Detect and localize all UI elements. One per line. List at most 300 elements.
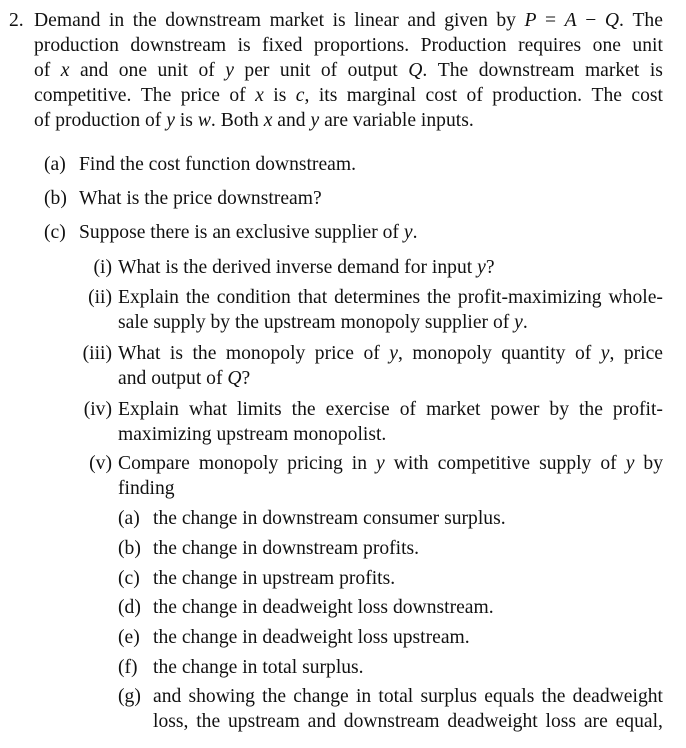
text-run: the: [262, 686, 287, 707]
text-run: condition: [216, 287, 291, 308]
subpart-text: [118, 451, 663, 476]
problem-line: [34, 8, 663, 33]
text-run: marginal: [346, 85, 417, 106]
text-run: ?: [241, 368, 251, 389]
word: [613, 397, 663, 422]
text-run: in: [355, 686, 372, 707]
word: [518, 33, 581, 58]
text-run: proportions.: [313, 35, 410, 56]
text-run: unit: [632, 35, 663, 56]
word: [333, 8, 346, 33]
word: [438, 451, 531, 476]
subpart-text: [118, 255, 495, 280]
text-run: limits: [237, 399, 282, 420]
subsubpart-label: (f): [118, 657, 138, 678]
text-run: The: [437, 60, 469, 81]
word: [643, 451, 663, 476]
text-run: market: [426, 399, 481, 420]
text-run: equal,: [615, 711, 663, 732]
text-run: the change in deadweight loss upstream.: [153, 627, 470, 648]
math-symbol: Q: [408, 60, 423, 81]
word: [407, 8, 435, 33]
word: [356, 684, 371, 709]
subpart-label: (iii): [82, 343, 112, 364]
text-run: deadweight: [447, 711, 538, 732]
word: [141, 83, 171, 108]
text-run: −: [585, 10, 597, 31]
word: [447, 709, 537, 734]
word: [186, 285, 210, 310]
text-run: =: [545, 10, 557, 31]
text-run: and: [272, 110, 311, 131]
problem-number: 2.: [9, 10, 24, 31]
word: [192, 341, 216, 366]
part-label: (b): [44, 188, 67, 209]
word: [626, 451, 635, 476]
subpart-text: [118, 366, 250, 391]
word: [394, 451, 429, 476]
text-run: the: [185, 287, 210, 308]
text-run: .: [522, 312, 528, 333]
word: [545, 8, 556, 33]
text-run: showing: [188, 686, 255, 707]
word: [389, 341, 403, 366]
word: [344, 709, 440, 734]
word: [319, 83, 338, 108]
text-run: of: [466, 85, 483, 106]
word: [262, 33, 302, 58]
word: [539, 451, 591, 476]
problem-line: [34, 58, 663, 83]
text-run: the: [132, 10, 157, 31]
text-run: . Both: [210, 110, 264, 131]
text-run: deadweight: [572, 686, 663, 707]
text-run: and: [307, 711, 336, 732]
word: [412, 341, 491, 366]
text-run: power: [490, 399, 540, 420]
text-run: the: [291, 399, 316, 420]
word: [631, 83, 663, 108]
word: [592, 83, 622, 108]
subpart-text: [118, 422, 386, 447]
word: [308, 709, 336, 734]
subsubpart-text: [153, 709, 663, 734]
text-run: production.: [492, 85, 583, 106]
word: [244, 58, 269, 83]
text-run: fixed: [262, 35, 303, 56]
word: [585, 8, 596, 33]
subsubpart-text: [153, 655, 364, 680]
text-run: competitive.: [34, 85, 132, 106]
text-run: unit: [279, 60, 311, 81]
text-run: finding: [118, 478, 175, 499]
text-run: the change in deadweight loss downstream.: [153, 597, 494, 618]
text-run: the change in total surplus.: [153, 657, 364, 678]
word: [363, 341, 379, 366]
word: [546, 709, 577, 734]
word: [565, 8, 577, 33]
text-run: price: [180, 85, 220, 106]
text-run: are variable inputs.: [319, 110, 474, 131]
subpart-label: (v): [89, 453, 112, 474]
math-symbol: y: [477, 257, 486, 278]
word: [34, 58, 50, 83]
subsubpart-label: (a): [118, 508, 140, 529]
subpart-text: [118, 341, 663, 366]
text-run: and output of: [118, 368, 228, 389]
word: [130, 33, 226, 58]
word: [326, 397, 390, 422]
text-run: its: [318, 85, 338, 106]
text-run: with: [393, 453, 429, 474]
text-run: in: [351, 453, 368, 474]
problem-line: [34, 108, 474, 133]
math-symbol: x: [255, 85, 264, 106]
word: [352, 451, 367, 476]
text-run: exercise: [325, 399, 390, 420]
text-run: is: [169, 343, 183, 364]
word: [334, 285, 420, 310]
word: [118, 451, 190, 476]
word: [170, 341, 183, 366]
subsubpart-text: [153, 506, 506, 531]
word: [400, 397, 416, 422]
text-run: whole-: [608, 287, 663, 308]
text-run: the: [192, 343, 217, 364]
problem-line: [34, 33, 663, 58]
word: [496, 8, 516, 33]
text-run: Find the cost function downstream.: [79, 154, 356, 175]
text-run: downstream: [165, 10, 262, 31]
text-run: The: [140, 85, 172, 106]
text-run: ,: [609, 343, 615, 364]
math-symbol: y: [376, 453, 385, 474]
word: [467, 83, 483, 108]
word: [584, 709, 608, 734]
text-run: is: [332, 10, 346, 31]
text-run: The: [591, 85, 622, 106]
word: [444, 8, 488, 33]
text-run: that: [297, 287, 328, 308]
part-text: [79, 186, 322, 211]
word: [109, 8, 124, 33]
subpart-text: [118, 397, 663, 422]
text-run: profit-maximizing: [457, 287, 602, 308]
word: [314, 33, 409, 58]
text-run: Compare: [118, 453, 190, 474]
text-run: total: [378, 686, 414, 707]
text-run: determines: [334, 287, 421, 308]
word: [600, 451, 616, 476]
text-run: Explain: [118, 399, 179, 420]
word: [501, 341, 565, 366]
problem-line: [34, 83, 663, 108]
text-run: Demand: [34, 10, 101, 31]
word: [479, 58, 575, 83]
subpart-text: [118, 285, 663, 310]
text-run: .: [618, 10, 624, 31]
word: [229, 83, 245, 108]
subsubpart-label: (e): [118, 627, 140, 648]
word: [348, 58, 398, 83]
text-run: the: [196, 711, 221, 732]
text-run: .: [412, 222, 418, 243]
text-run: by: [549, 399, 569, 420]
word: [632, 8, 662, 33]
text-run: by: [496, 10, 516, 31]
word: [420, 684, 477, 709]
text-run: the change in downstream consumer surplus.: [153, 508, 506, 529]
word: [270, 8, 324, 33]
text-run: of: [574, 343, 592, 364]
word: [490, 397, 539, 422]
word: [408, 58, 427, 83]
word: [238, 33, 251, 58]
text-run: and: [407, 10, 436, 31]
text-run: downstream: [130, 35, 227, 56]
text-run: Production: [420, 35, 507, 56]
part-label: (c): [44, 222, 66, 243]
text-run: are: [583, 711, 608, 732]
word: [585, 58, 639, 83]
word: [196, 709, 220, 734]
word: [118, 341, 160, 366]
text-run: What: [118, 343, 161, 364]
math-symbol: x: [60, 60, 70, 81]
text-run: cost: [425, 85, 458, 106]
math-symbol: Q: [604, 10, 619, 31]
word: [296, 83, 310, 108]
word: [542, 684, 566, 709]
subsubpart-label: (d): [118, 597, 141, 618]
part-text: [79, 220, 417, 245]
text-run: requires: [518, 35, 582, 56]
math-symbol: c: [295, 85, 305, 106]
word: [573, 684, 663, 709]
text-run: is: [174, 110, 198, 131]
text-run: what: [188, 399, 228, 420]
word: [198, 58, 214, 83]
subsubpart-text: [153, 684, 663, 709]
math-symbol: y: [403, 222, 413, 243]
text-run: is: [273, 85, 287, 106]
text-run: pricing: [287, 453, 343, 474]
text-run: monopoly: [412, 343, 492, 364]
part-label: (a): [44, 154, 66, 175]
text-run: is: [237, 35, 251, 56]
word: [579, 397, 603, 422]
text-run: .: [422, 60, 428, 81]
word: [255, 83, 264, 108]
word: [189, 684, 255, 709]
math-symbol: x: [263, 110, 273, 131]
word: [605, 8, 624, 33]
part-text: [79, 152, 356, 177]
text-run: in: [108, 10, 125, 31]
word: [118, 285, 179, 310]
word: [575, 341, 591, 366]
text-run: the change in upstream profits.: [153, 568, 396, 589]
text-run: maximizing upstream monopolist.: [118, 424, 387, 445]
text-run: production: [34, 35, 119, 56]
text-run: of: [320, 60, 338, 81]
word: [158, 58, 188, 83]
text-run: one: [118, 60, 148, 81]
math-symbol: y: [225, 60, 234, 81]
text-run: The: [632, 10, 663, 31]
subpart-text: [118, 310, 528, 335]
math-symbol: y: [310, 110, 320, 131]
subsubpart-text: [153, 566, 395, 591]
word: [354, 8, 399, 33]
text-run: upstream: [227, 711, 300, 732]
word: [34, 83, 131, 108]
word: [549, 397, 569, 422]
text-run: of: [600, 453, 617, 474]
word: [632, 33, 662, 58]
text-run: competitive: [437, 453, 531, 474]
word: [262, 684, 286, 709]
word: [593, 33, 621, 58]
text-run: ,: [304, 85, 310, 106]
word: [133, 8, 157, 33]
text-run: the change in downstream profits.: [153, 538, 420, 559]
text-run: output: [347, 60, 398, 81]
text-run: surplus: [420, 686, 478, 707]
math-symbol: A: [564, 10, 577, 31]
word: [347, 83, 416, 108]
word: [118, 397, 179, 422]
subpart-text: [118, 476, 175, 501]
word: [376, 451, 385, 476]
word: [293, 684, 348, 709]
word: [153, 684, 181, 709]
text-run: downstream: [478, 60, 575, 81]
word: [484, 684, 534, 709]
math-symbol: y: [600, 343, 610, 364]
text-run: of: [363, 343, 380, 364]
text-run: downstream: [343, 711, 440, 732]
math-symbol: y: [389, 343, 398, 364]
word: [273, 83, 286, 108]
word: [237, 397, 282, 422]
text-run: given: [444, 10, 488, 31]
word: [119, 58, 147, 83]
text-run: sale supply by the upstream monopoly supplier of: [118, 312, 515, 333]
text-run: ?: [485, 257, 495, 278]
text-run: linear: [354, 10, 399, 31]
text-run: per: [244, 60, 270, 81]
text-run: of: [198, 60, 215, 81]
word: [181, 83, 220, 108]
text-run: Explain: [118, 287, 179, 308]
word: [80, 58, 108, 83]
text-run: supply: [539, 453, 592, 474]
text-run: change: [293, 686, 349, 707]
text-run: Suppose there is an exclusive supplier of: [79, 222, 404, 243]
word: [609, 285, 663, 310]
text-run: is: [649, 60, 663, 81]
subsubpart-label: (g): [118, 686, 141, 707]
text-run: loss,: [153, 711, 189, 732]
text-run: quantity: [501, 343, 566, 364]
word: [225, 58, 234, 83]
text-run: price: [623, 343, 663, 364]
word: [525, 8, 537, 33]
text-run: of: [34, 60, 51, 81]
subsubpart-text: [153, 595, 494, 620]
word: [189, 397, 227, 422]
word: [292, 397, 316, 422]
subsubpart-label: (c): [118, 568, 140, 589]
math-symbol: y: [625, 453, 635, 474]
word: [217, 285, 291, 310]
text-run: and: [153, 686, 182, 707]
subpart-label: (ii): [88, 287, 112, 308]
subpart-label: (iv): [83, 399, 112, 420]
word: [426, 83, 458, 108]
word: [492, 83, 582, 108]
word: [287, 451, 343, 476]
text-run: price: [314, 343, 354, 364]
subsubpart-text: [153, 536, 419, 561]
text-run: and: [79, 60, 109, 81]
word: [315, 341, 354, 366]
text-run: by: [643, 453, 663, 474]
word: [280, 58, 310, 83]
word: [601, 341, 615, 366]
math-symbol: P: [524, 10, 537, 31]
text-run: equals: [484, 686, 535, 707]
text-run: monopoly: [225, 343, 306, 364]
word: [650, 58, 663, 83]
text-run: market: [269, 10, 325, 31]
text-run: profit-: [612, 399, 663, 420]
text-run: the: [541, 686, 566, 707]
text-run: What is the derived inverse demand for input: [118, 257, 478, 278]
subsubpart-text: [153, 625, 470, 650]
word: [378, 684, 413, 709]
word: [421, 33, 507, 58]
text-run: of production of: [34, 110, 167, 131]
word: [228, 709, 300, 734]
text-run: unit: [157, 60, 188, 81]
subsubpart-label: (b): [118, 538, 141, 559]
math-symbol: y: [166, 110, 175, 131]
text-run: What is the price downstream?: [79, 188, 322, 209]
text-run: monopoly: [198, 453, 279, 474]
word: [153, 709, 188, 734]
text-run: the: [578, 399, 603, 420]
word: [165, 8, 261, 33]
word: [226, 341, 305, 366]
text-run: ,: [397, 343, 403, 364]
text-run: one: [592, 35, 621, 56]
subpart-label: (i): [93, 257, 112, 278]
word: [298, 285, 327, 310]
word: [438, 58, 468, 83]
text-run: of: [399, 399, 417, 420]
word: [34, 33, 119, 58]
math-symbol: y: [514, 312, 523, 333]
text-run: the: [427, 287, 451, 308]
word: [616, 709, 663, 734]
text-run: market: [584, 60, 640, 81]
word: [199, 451, 278, 476]
word: [61, 58, 70, 83]
math-symbol: w: [197, 110, 211, 131]
word: [427, 285, 451, 310]
